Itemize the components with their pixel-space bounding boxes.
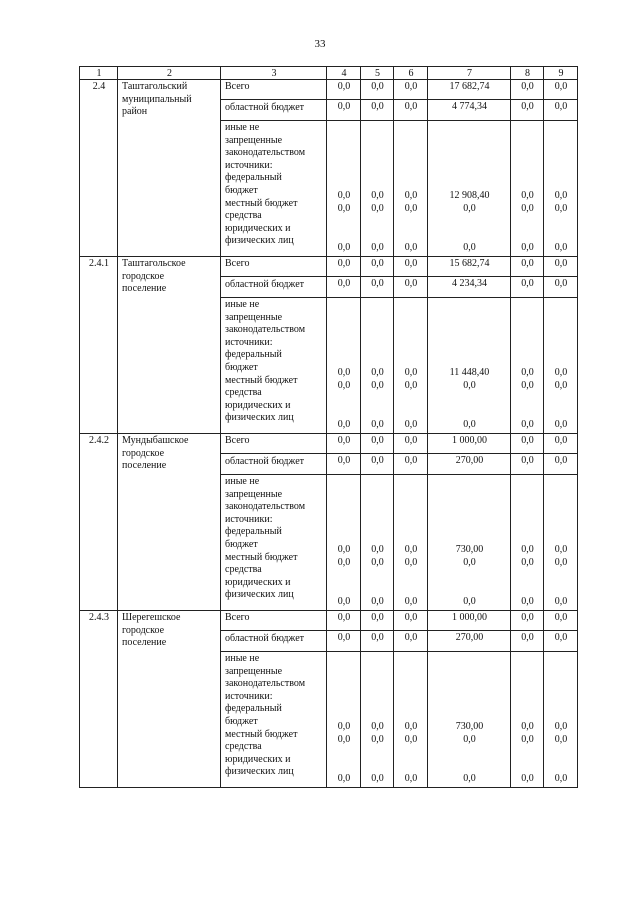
table-row bbox=[80, 434, 578, 454]
source-other-label bbox=[221, 475, 327, 611]
value-cell: 0,0 bbox=[361, 257, 394, 277]
legal-entities-value: 0,0 bbox=[337, 773, 351, 784]
source-line: юридических и bbox=[225, 576, 291, 588]
source-line: физических лиц bbox=[225, 766, 294, 778]
legal-entities-value: 0,0 bbox=[521, 419, 534, 430]
value-cell: 0,0 bbox=[361, 611, 394, 631]
source-line: источники: bbox=[225, 690, 273, 702]
legal-entities-value: 0,0 bbox=[463, 419, 476, 430]
legal-entities-value: 0,0 bbox=[521, 596, 534, 607]
value-cell: 4 234,34 bbox=[428, 277, 511, 298]
federal-value: 0,0 bbox=[554, 367, 568, 378]
local-value: 0,0 bbox=[554, 203, 568, 214]
value-cell bbox=[361, 121, 394, 257]
local-value: 0,0 bbox=[554, 734, 568, 745]
row-code: 2.4.1 bbox=[80, 257, 118, 434]
value-cell bbox=[544, 652, 578, 788]
source-regional-label: областной бюджет bbox=[221, 631, 327, 652]
local-value: 0,0 bbox=[404, 734, 418, 745]
source-line: запрещенные bbox=[225, 134, 283, 146]
source-line: законодательством bbox=[225, 147, 306, 159]
value-cell bbox=[361, 652, 394, 788]
header-cell: 4 bbox=[327, 67, 361, 80]
value-cell: 0,0 bbox=[511, 100, 544, 121]
legal-entities-value: 0,0 bbox=[521, 242, 534, 253]
source-line: средства bbox=[225, 387, 262, 399]
legal-entities-value: 0,0 bbox=[554, 419, 568, 430]
source-line: местный бюджет bbox=[225, 551, 298, 563]
federal-value: 0,0 bbox=[337, 721, 351, 732]
federal-value: 0,0 bbox=[337, 544, 351, 555]
local-value: 0,0 bbox=[521, 380, 534, 391]
source-line: физических лиц bbox=[225, 412, 294, 424]
local-value: 0,0 bbox=[371, 557, 384, 568]
legal-entities-value: 0,0 bbox=[554, 773, 568, 784]
value-cell bbox=[428, 652, 511, 788]
legal-entities-value: 0,0 bbox=[463, 242, 476, 253]
legal-entities-value: 0,0 bbox=[337, 596, 351, 607]
source-line: местный бюджет bbox=[225, 197, 298, 209]
value-cell: 0,0 bbox=[394, 257, 428, 277]
legal-entities-value: 0,0 bbox=[337, 242, 351, 253]
value-cell bbox=[511, 475, 544, 611]
source-regional-label: областной бюджет bbox=[221, 454, 327, 475]
federal-value: 0,0 bbox=[521, 367, 534, 378]
source-total-label: Всего bbox=[221, 611, 327, 631]
page-number: 33 bbox=[314, 38, 326, 50]
source-line: средства bbox=[225, 741, 262, 753]
source-other-label bbox=[221, 121, 327, 257]
legal-entities-value: 0,0 bbox=[404, 773, 418, 784]
local-value: 0,0 bbox=[404, 557, 418, 568]
value-cell: 270,00 bbox=[428, 454, 511, 475]
value-cell bbox=[428, 475, 511, 611]
header-row bbox=[80, 67, 578, 80]
value-cell bbox=[394, 298, 428, 434]
source-line: иные не bbox=[225, 476, 260, 487]
source-line: запрещенные bbox=[225, 488, 283, 500]
value-cell: 0,0 bbox=[511, 454, 544, 475]
source-line: средства bbox=[225, 564, 262, 576]
source-line: бюджет bbox=[225, 538, 258, 550]
local-value: 0,0 bbox=[337, 734, 351, 745]
local-value: 0,0 bbox=[521, 557, 534, 568]
federal-value: 0,0 bbox=[554, 544, 568, 555]
legal-entities-value: 0,0 bbox=[337, 419, 351, 430]
value-cell: 0,0 bbox=[327, 611, 361, 631]
legal-entities-value: 0,0 bbox=[404, 242, 418, 253]
legal-entities-value: 0,0 bbox=[404, 419, 418, 430]
row-code: 2.4.3 bbox=[80, 611, 118, 788]
value-cell bbox=[327, 475, 361, 611]
source-total-label: Всего bbox=[221, 80, 327, 100]
source-line: средства bbox=[225, 210, 262, 222]
value-cell: 1 000,00 bbox=[428, 434, 511, 454]
table-row bbox=[80, 257, 578, 277]
value-cell: 0,0 bbox=[544, 434, 578, 454]
local-value: 0,0 bbox=[554, 557, 568, 568]
value-cell: 0,0 bbox=[544, 454, 578, 475]
source-regional-label: областной бюджет bbox=[221, 277, 327, 298]
row-code: 2.4.2 bbox=[80, 434, 118, 611]
value-cell: 0,0 bbox=[327, 80, 361, 100]
local-value: 0,0 bbox=[404, 380, 418, 391]
value-cell: 0,0 bbox=[361, 434, 394, 454]
federal-value: 0,0 bbox=[404, 721, 418, 732]
local-value: 0,0 bbox=[337, 557, 351, 568]
local-value: 0,0 bbox=[521, 734, 534, 745]
local-value: 0,0 bbox=[554, 380, 568, 391]
value-cell: 0,0 bbox=[327, 454, 361, 475]
source-line: юридических и bbox=[225, 222, 291, 234]
value-cell: 0,0 bbox=[327, 277, 361, 298]
value-cell bbox=[361, 298, 394, 434]
value-cell: 0,0 bbox=[394, 100, 428, 121]
value-cell bbox=[428, 298, 511, 434]
value-cell: 0,0 bbox=[394, 611, 428, 631]
value-cell bbox=[394, 121, 428, 257]
value-cell: 0,0 bbox=[511, 611, 544, 631]
value-cell bbox=[544, 121, 578, 257]
value-cell: 15 682,74 bbox=[428, 257, 511, 277]
value-cell bbox=[327, 121, 361, 257]
federal-value: 0,0 bbox=[371, 544, 384, 555]
source-total-label: Всего bbox=[221, 434, 327, 454]
source-line: запрещенные bbox=[225, 311, 283, 323]
territory-name: Мундыбашское городское поселение bbox=[118, 434, 221, 611]
source-line: бюджет bbox=[225, 361, 258, 373]
federal-value: 730,00 bbox=[455, 544, 484, 555]
value-cell bbox=[511, 652, 544, 788]
value-cell: 0,0 bbox=[327, 434, 361, 454]
federal-value: 11 448,40 bbox=[449, 367, 490, 378]
source-total-label: Всего bbox=[221, 257, 327, 277]
source-line: местный бюджет bbox=[225, 728, 298, 740]
source-line: федеральный bbox=[225, 349, 282, 361]
header-cell: 9 bbox=[544, 67, 578, 80]
value-cell bbox=[511, 298, 544, 434]
table-row bbox=[80, 611, 578, 631]
value-cell bbox=[394, 475, 428, 611]
table-row bbox=[80, 80, 578, 100]
value-cell: 17 682,74 bbox=[428, 80, 511, 100]
local-value: 0,0 bbox=[337, 380, 351, 391]
value-cell: 0,0 bbox=[361, 100, 394, 121]
source-line: юридических и bbox=[225, 399, 291, 411]
value-cell: 0,0 bbox=[361, 277, 394, 298]
value-cell: 0,0 bbox=[544, 611, 578, 631]
territory-name: Таштагольский муниципальный район bbox=[118, 80, 221, 257]
federal-value: 0,0 bbox=[371, 721, 384, 732]
value-cell: 1 000,00 bbox=[428, 611, 511, 631]
local-value: 0,0 bbox=[463, 557, 476, 568]
local-value: 0,0 bbox=[463, 380, 476, 391]
local-value: 0,0 bbox=[404, 203, 418, 214]
source-line: местный бюджет bbox=[225, 374, 298, 386]
federal-value: 0,0 bbox=[554, 190, 568, 201]
value-cell: 0,0 bbox=[394, 277, 428, 298]
source-line: законодательством bbox=[225, 324, 306, 336]
local-value: 0,0 bbox=[521, 203, 534, 214]
federal-value: 0,0 bbox=[521, 721, 534, 732]
federal-value: 0,0 bbox=[521, 544, 534, 555]
source-line: федеральный bbox=[225, 526, 282, 538]
legal-entities-value: 0,0 bbox=[371, 242, 384, 253]
value-cell: 0,0 bbox=[511, 434, 544, 454]
value-cell: 4 774,34 bbox=[428, 100, 511, 121]
local-value: 0,0 bbox=[463, 203, 476, 214]
value-cell bbox=[361, 475, 394, 611]
value-cell: 0,0 bbox=[394, 454, 428, 475]
value-cell: 0,0 bbox=[327, 257, 361, 277]
legal-entities-value: 0,0 bbox=[371, 596, 384, 607]
value-cell: 0,0 bbox=[361, 631, 394, 652]
legal-entities-value: 0,0 bbox=[554, 242, 568, 253]
header-cell: 3 bbox=[221, 67, 327, 80]
federal-value: 0,0 bbox=[404, 544, 418, 555]
source-line: федеральный bbox=[225, 172, 282, 184]
value-cell: 0,0 bbox=[394, 631, 428, 652]
value-cell: 0,0 bbox=[394, 80, 428, 100]
value-cell: 0,0 bbox=[394, 434, 428, 454]
value-cell bbox=[544, 298, 578, 434]
legal-entities-value: 0,0 bbox=[554, 596, 568, 607]
source-line: бюджет bbox=[225, 715, 258, 727]
value-cell: 0,0 bbox=[511, 277, 544, 298]
header-cell: 6 bbox=[394, 67, 428, 80]
source-line: источники: bbox=[225, 159, 273, 171]
local-value: 0,0 bbox=[371, 734, 384, 745]
federal-value: 0,0 bbox=[337, 367, 351, 378]
header-cell: 5 bbox=[361, 67, 394, 80]
value-cell: 0,0 bbox=[511, 257, 544, 277]
federal-value: 0,0 bbox=[404, 190, 418, 201]
value-cell: 0,0 bbox=[544, 631, 578, 652]
territory-name: Шерегешское городское поселение bbox=[118, 611, 221, 788]
value-cell bbox=[544, 475, 578, 611]
source-line: иные не bbox=[225, 653, 260, 664]
value-cell bbox=[511, 121, 544, 257]
source-regional-label: областной бюджет bbox=[221, 100, 327, 121]
source-line: запрещенные bbox=[225, 665, 283, 677]
legal-entities-value: 0,0 bbox=[521, 773, 534, 784]
source-other-label bbox=[221, 298, 327, 434]
source-line: законодательством bbox=[225, 678, 306, 690]
local-value: 0,0 bbox=[337, 203, 351, 214]
funding-table bbox=[79, 66, 578, 788]
federal-value: 0,0 bbox=[371, 190, 384, 201]
federal-value: 0,0 bbox=[371, 367, 384, 378]
source-line: законодательством bbox=[225, 501, 306, 513]
source-line: федеральный bbox=[225, 703, 282, 715]
source-line: физических лиц bbox=[225, 235, 294, 247]
federal-value: 0,0 bbox=[554, 721, 568, 732]
source-line: юридических и bbox=[225, 753, 291, 765]
value-cell: 0,0 bbox=[544, 80, 578, 100]
value-cell: 0,0 bbox=[511, 631, 544, 652]
value-cell: 0,0 bbox=[511, 80, 544, 100]
source-other-label bbox=[221, 652, 327, 788]
value-cell: 0,0 bbox=[361, 80, 394, 100]
value-cell: 0,0 bbox=[327, 100, 361, 121]
federal-value: 12 908,40 bbox=[449, 190, 490, 201]
source-line: физических лиц bbox=[225, 589, 294, 601]
value-cell: 0,0 bbox=[544, 100, 578, 121]
value-cell: 270,00 bbox=[428, 631, 511, 652]
legal-entities-value: 0,0 bbox=[463, 773, 476, 784]
value-cell: 0,0 bbox=[544, 257, 578, 277]
value-cell bbox=[327, 652, 361, 788]
header-cell: 2 bbox=[118, 67, 221, 80]
source-line: иные не bbox=[225, 122, 260, 133]
federal-value: 730,00 bbox=[455, 721, 484, 732]
federal-value: 0,0 bbox=[404, 367, 418, 378]
value-cell: 0,0 bbox=[544, 277, 578, 298]
row-code: 2.4 bbox=[80, 80, 118, 257]
legal-entities-value: 0,0 bbox=[371, 773, 384, 784]
legal-entities-value: 0,0 bbox=[463, 596, 476, 607]
value-cell bbox=[428, 121, 511, 257]
value-cell: 0,0 bbox=[361, 454, 394, 475]
local-value: 0,0 bbox=[371, 380, 384, 391]
local-value: 0,0 bbox=[463, 734, 476, 745]
header-cell: 8 bbox=[511, 67, 544, 80]
value-cell bbox=[394, 652, 428, 788]
legal-entities-value: 0,0 bbox=[371, 419, 384, 430]
header-cell: 7 bbox=[428, 67, 511, 80]
value-cell bbox=[327, 298, 361, 434]
source-line: иные не bbox=[225, 299, 260, 310]
local-value: 0,0 bbox=[371, 203, 384, 214]
federal-value: 0,0 bbox=[337, 190, 351, 201]
value-cell: 0,0 bbox=[327, 631, 361, 652]
source-line: источники: bbox=[225, 336, 273, 348]
territory-name: Таштагольское городское поселение bbox=[118, 257, 221, 434]
header-cell: 1 bbox=[80, 67, 118, 80]
legal-entities-value: 0,0 bbox=[404, 596, 418, 607]
federal-value: 0,0 bbox=[521, 190, 534, 201]
source-line: источники: bbox=[225, 513, 273, 525]
source-line: бюджет bbox=[225, 184, 258, 196]
